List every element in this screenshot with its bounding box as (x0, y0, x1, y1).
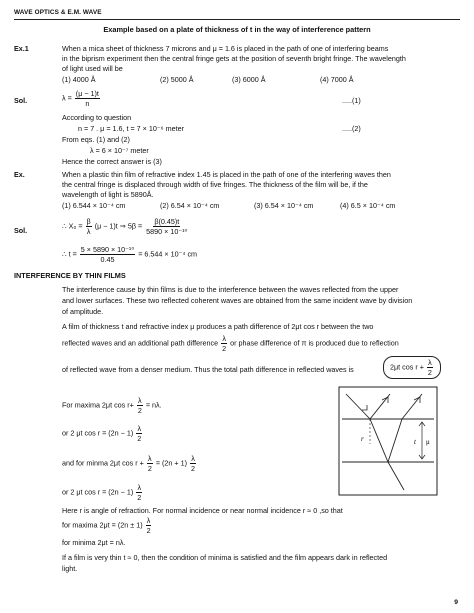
header-rule (14, 19, 460, 20)
two-den: 2 (222, 344, 227, 353)
thickness-t-label: t (414, 438, 416, 446)
ex2-option: (3) 6.54 × 10⁻⁴ cm (254, 201, 314, 210)
two-den: 2 (191, 464, 196, 473)
subsection-heading: INTERFERENCE BY THIN FILMS (14, 271, 126, 280)
paragraph-line: Here r is angle of refraction. For normal incidence or near normal incidence r ≈ 0 ,so that (62, 506, 343, 515)
two-den: 2 (137, 434, 142, 443)
sol1-text: λ = 6 × 10⁻⁷ meter (90, 146, 149, 155)
text-run: or phase difference of π is produced due to reflection (230, 338, 399, 348)
paragraph-line: and lower surfaces. These two reflected coherent waves are obtained from the same incident wave by division (62, 296, 413, 305)
fraction-numerator: 5 × 5890 × 10⁻¹⁰ (80, 245, 135, 254)
eq-number: .....(1) (342, 96, 361, 105)
transmitted-ray (388, 462, 404, 490)
ex2-line: wavelength of light is 5890Å. (62, 190, 154, 199)
sol1-label: Sol. (14, 96, 28, 105)
section-title: Example based on a plate of thickness of t in the way of interference pattern (103, 25, 371, 34)
normal-minima: for minima 2μt = nλ. (62, 538, 126, 547)
fraction-numerator: β (86, 217, 91, 226)
sol1-text: n = 7 . μ = 1.6, t = 7 × 10⁻⁶ meter (78, 124, 184, 133)
paragraph-line: of reflected wave from a denser medium. Thus the total path difference in reflected waves is (62, 365, 354, 374)
text-run: and for minma 2μt cos r + (62, 458, 144, 468)
lambda-num: λ (137, 483, 142, 492)
text-run: For maxima 2μt cos r+ (62, 400, 134, 410)
text-run: for maxima 2μt = (2n ± 1) (62, 520, 143, 530)
minima-condition (62, 483, 143, 502)
fraction-denominator: 0.45 (100, 255, 115, 264)
normal-maxima (62, 516, 153, 535)
two-den: 2 (137, 493, 142, 502)
maxima-condition (62, 396, 162, 415)
sol1-numerator: (μ − 1)t (75, 89, 99, 98)
two-den: 2 (427, 368, 432, 377)
paragraph-line (62, 334, 399, 353)
lambda-num: λ (148, 454, 152, 463)
ex1-option: (2) 5000 Å (160, 75, 194, 84)
lambda-num: λ (138, 396, 142, 405)
internal-reflection-ray (388, 419, 402, 462)
paragraph-line: If a film is very thin t ≈ 0, then the condition of minima is satisfied and the film appears dark in reflected (62, 553, 388, 562)
eq-number: .....(2) (342, 124, 361, 133)
page-number: 9 (454, 599, 458, 606)
ex2-option: (2) 6.54 × 10⁻⁴ cm (160, 201, 220, 210)
lambda-num: λ (146, 516, 151, 525)
ex2-option: (1) 6.544 × 10⁻⁴ cm (62, 201, 126, 210)
paragraph-line: The interference cause by thin films is due to the interference between the waves reflected from the upper (62, 285, 399, 294)
sol1-formula (62, 89, 101, 108)
ex1-option: (4) 7000 Å (320, 75, 354, 84)
fraction-denominator: λ (86, 227, 91, 236)
text-run: = nλ. (145, 400, 162, 410)
text-run: reflected waves and an additional path difference (62, 338, 219, 348)
ex1-option: (3) 6000 Å (232, 75, 266, 84)
ex1-label: Ex.1 (14, 44, 29, 53)
paragraph-line: light. (62, 564, 78, 573)
incident-ray (346, 394, 370, 419)
two-den: 2 (137, 406, 142, 415)
text-run: 2μt cos r + (390, 362, 424, 372)
sol2-formula (62, 217, 189, 236)
two-den: 2 (147, 464, 152, 473)
paragraph-line: A film of thickness t and refractive index μ produces a path difference of 2μt cos r between the two (62, 322, 374, 331)
refracted-ray (370, 419, 388, 462)
fraction-denominator: 5890 × 10⁻¹⁰ (146, 227, 188, 236)
sol1-denominator: n (85, 99, 90, 108)
sol1-text: According to question (62, 113, 132, 122)
boxed-expression (383, 356, 441, 379)
ex2-option: (4) 6.5 × 10⁻⁴ cm (340, 201, 396, 210)
minima-condition (62, 454, 197, 473)
sol2-t-lhs: ∴ t = (62, 249, 77, 259)
sol2-label: Sol. (14, 226, 28, 235)
ex2-line: When a plastic thin film of refractive index 1.45 is placed in the path of one of the interfering waves then (62, 170, 391, 179)
arrow-head-icon (362, 405, 367, 410)
ex1-line: of light used will be (62, 64, 123, 73)
two-den: 2 (146, 526, 151, 535)
ex1-line: in the biprism experiment then the central fringe gets at the position of seventh bright fringe. The wavelength (62, 54, 406, 63)
sol2-middle: (μ − 1)t ⇒ 5β = (94, 221, 143, 231)
sol1-text: From eqs. (1) and (2) (62, 135, 130, 144)
lambda-num: λ (191, 454, 195, 463)
sol2-x0: ∴ X₀ = (62, 221, 83, 231)
fraction-numerator: β(0.45)t (154, 217, 180, 226)
paragraph-line: of amplitude. (62, 307, 104, 316)
maxima-condition (62, 424, 143, 443)
sol1-answer: Hence the correct answer is (3) (62, 157, 162, 166)
lambda-num: λ (428, 358, 432, 367)
text-run: or 2 μt cos r = (2n − 1) (62, 428, 134, 438)
ex2-line: the central fringe is displaced through width of five fringes. The thickness of the film will be, if the (62, 180, 368, 189)
lambda-num: λ (137, 424, 142, 433)
sol1-lhs: λ = (62, 93, 72, 103)
sol2-result (62, 245, 197, 264)
refractive-index-label: μ (426, 438, 430, 446)
ex2-label: Ex. (14, 170, 25, 179)
text-run: = (2n + 1) (155, 458, 188, 468)
text-run: or 2 μt cos r = (2n − 1) (62, 487, 134, 497)
lambda-num: λ (222, 334, 226, 343)
angle-r-label: r (361, 435, 364, 443)
thin-film-diagram (338, 386, 438, 496)
running-header: WAVE OPTICS & E.M. WAVE (14, 9, 102, 16)
ex1-option: (1) 4000 Å (62, 75, 96, 84)
sol2-t-result: = 6.544 × 10⁻⁴ cm (138, 249, 198, 259)
ex1-line: When a mica sheet of thickness 7 microns and μ = 1.6 is placed in the path of one of interfering beams (62, 44, 389, 53)
